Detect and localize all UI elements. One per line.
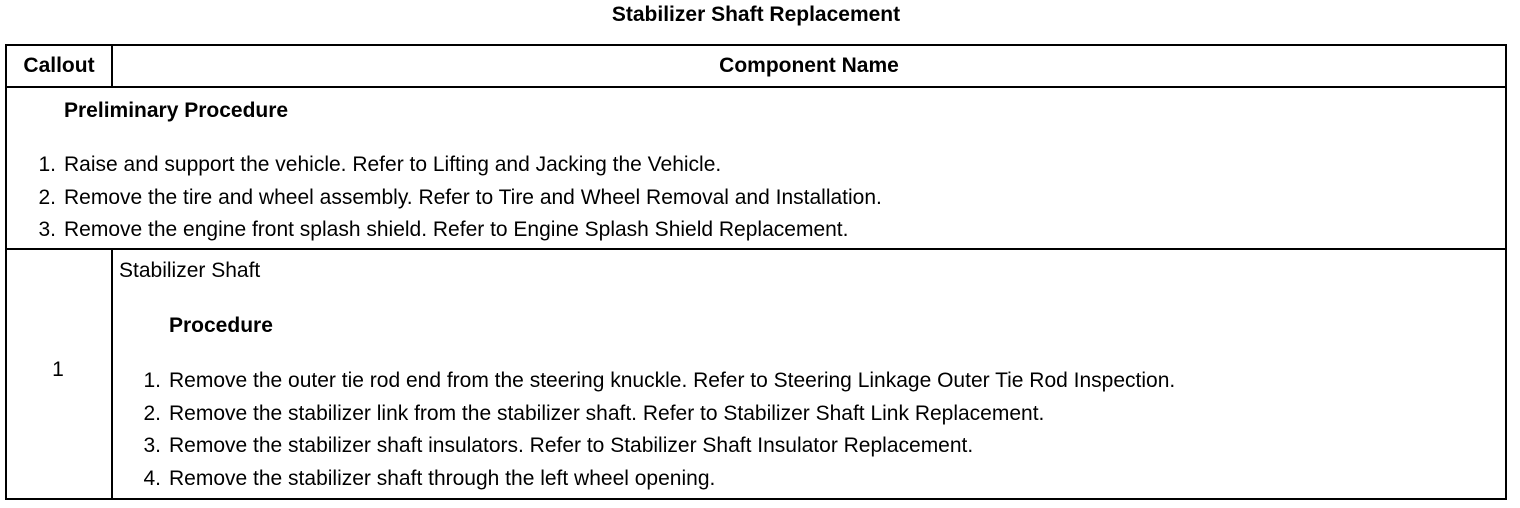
step-number: 1.: [143, 369, 161, 392]
component-table: [5, 44, 1507, 500]
list-item: [143, 368, 1176, 401]
table-row: [6, 249, 1506, 499]
table-header-row: [6, 45, 1506, 87]
callout-number: 1: [52, 358, 64, 381]
component-cell: [112, 249, 1506, 499]
step-text: Remove the stabilizer link from the stabilizer shaft. Refer to Stabilizer Shaft Link Replacement.: [169, 401, 1045, 425]
list-item: [143, 466, 1175, 499]
step-text: Raise and support the vehicle. Refer to Lifting and Jacking the Vehicle.: [64, 153, 722, 176]
step-number: 4.: [143, 466, 161, 490]
step-text: Remove the outer tie rod end from the steering knuckle. Refer to Steering Linkage Outer Tie Rod Inspection.: [169, 369, 1176, 392]
step-number: 2.: [143, 401, 161, 425]
preliminary-steps-list: [38, 152, 882, 250]
preliminary-procedure-heading: Preliminary Procedure: [64, 99, 289, 122]
list-item: [143, 433, 1175, 466]
step-number: 1.: [38, 153, 56, 176]
step-number: 3.: [38, 218, 56, 241]
list-item: [38, 185, 882, 218]
list-item: [143, 401, 1175, 434]
preliminary-procedure-row: [6, 87, 1506, 249]
step-text: Remove the tire and wheel assembly. Refer to Tire and Wheel Removal and Installation.: [64, 185, 882, 209]
step-text: Remove the stabilizer shaft through the left wheel opening.: [169, 466, 716, 490]
component-name: Stabilizer Shaft: [119, 259, 261, 282]
callout-cell: [6, 249, 112, 499]
component-name-header: Component Name: [112, 45, 1506, 87]
document-title: Stabilizer Shaft Replacement: [611, 3, 901, 26]
step-text: Remove the stabilizer shaft insulators. Refer to Stabilizer Shaft Insulator Replacement.: [169, 434, 974, 457]
callout-header: Callout: [6, 45, 112, 87]
list-item: [38, 217, 882, 250]
list-item: [38, 152, 882, 185]
preliminary-procedure-cell: [6, 87, 1506, 249]
step-number: 2.: [38, 185, 56, 209]
step-text: Remove the engine front splash shield. Refer to Engine Splash Shield Replacement.: [64, 218, 849, 241]
step-number: 3.: [143, 434, 161, 457]
procedure-heading: Procedure: [169, 314, 273, 337]
procedure-steps-list: [143, 368, 1176, 498]
